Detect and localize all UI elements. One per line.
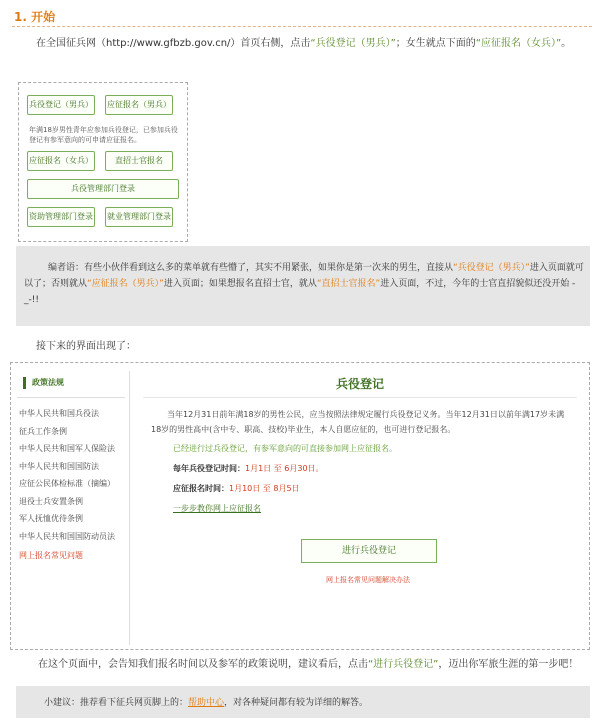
comment-text-b: 进入页面就可以了；否则就从: [24, 263, 584, 289]
register-period: [173, 463, 324, 474]
intro-paragraph: [12, 34, 592, 54]
employment-login-button[interactable]: 就业管理部门登录: [105, 207, 173, 227]
help-center-link[interactable]: 帮助中心: [188, 698, 225, 708]
section-title: 1. 开始: [14, 10, 56, 24]
sidebar-title: 政策法规: [23, 377, 64, 389]
bottom-link-register: “进行兵役登记”: [368, 659, 439, 670]
bottom-text-b: ，迈出你军旅生涯的第一步吧！: [438, 659, 579, 670]
apply-male-button[interactable]: 应征报名（男兵）: [105, 95, 173, 115]
editor-comment: [24, 260, 584, 308]
apply-period-value: 1月10日 至 8月5日: [229, 484, 300, 493]
policy-sidebar: [17, 371, 130, 645]
register-page-screenshot: [10, 362, 590, 650]
apply-period-label: 应征报名时间：: [173, 484, 229, 493]
tip-text: [44, 695, 368, 708]
intro-url: http://www.gfbzb.gov.cn/: [106, 38, 231, 49]
sidebar-item-soldier-insurance-law[interactable]: 中华人民共和国军人保险法: [19, 444, 115, 453]
do-register-button[interactable]: 进行兵役登记: [301, 539, 437, 563]
bottom-text-a: 在这个页面中，会告知我们报名时间以及参军的政策说明，建议看后，点击: [38, 659, 368, 670]
intro-text-a: 在全国征兵网（: [36, 38, 106, 49]
sidebar-divider: [17, 397, 125, 398]
intro-link-register: “兵役登记（男兵）”: [310, 38, 396, 49]
apply-period: [173, 483, 300, 494]
intro-text-b: ）首页右侧，点击: [230, 38, 311, 49]
sidebar-item-pension-regulations[interactable]: 军人抚恤优待条例: [19, 514, 83, 523]
register-main-panel: [137, 369, 583, 645]
intro-text-c: ；女生就点下面的: [395, 38, 476, 49]
bottom-paragraph: [14, 656, 594, 674]
sidebar-item-veteran-placement[interactable]: 退役士兵安置条例: [19, 496, 83, 506]
faq-solution-link[interactable]: 网上报名常见问题解决办法: [326, 576, 410, 584]
menu-screenshot: [18, 82, 188, 242]
admin-login-button[interactable]: 兵役管理部门登录: [27, 179, 179, 199]
title-divider: [12, 26, 592, 27]
comment-text-c: 进入页面；如果想报名直招士官，就从: [163, 279, 317, 289]
next-text: 接下来的界面出现了：: [36, 341, 136, 352]
comment-link-sergeant: “直招士官报名”: [316, 279, 381, 289]
sidebar-item-military-service-law[interactable]: 中华人民共和国兵役法: [19, 409, 99, 418]
register-title-divider: [143, 397, 577, 398]
intro-text-d: 。: [561, 38, 572, 49]
register-title: 兵役登记: [335, 377, 384, 391]
tip-text-a: 小建议：推荐看下征兵网页脚上的：: [44, 698, 189, 708]
comment-text-a: 编者语：有些小伙伴看到这么多的菜单就有些懵了，其实不用紧张，如果你是第一次来的男生，直接从: [48, 263, 454, 273]
register-description: 当年12月31日前年满18岁的男性公民，应当按照法律规定履行兵役登记义务。当年12月31日以前年满17岁未满18岁的男性高中(含中专、职高、技校)毕业生，本人自愿应征的，也可进行登记报名。: [151, 410, 565, 434]
apply-female-button[interactable]: 应征报名（女兵）: [27, 151, 95, 171]
sidebar-item-mobilization-law[interactable]: 中华人民共和国国防动员法: [19, 531, 115, 541]
sidebar-item-faq[interactable]: 网上报名常见问题: [19, 551, 83, 560]
menu-note: 年满18岁男性青年应参加兵役登记，已参加兵役登记有参军意向的可申请应征报名。: [29, 126, 178, 144]
register-period-value: 1月1日 至 6月30日。: [245, 464, 324, 473]
sergeant-apply-button[interactable]: 直招士官报名: [105, 151, 173, 171]
intro-link-female: “应征报名（女兵）”: [475, 38, 562, 49]
aid-login-button[interactable]: 资助管理部门登录: [27, 207, 95, 227]
tip-text-b: ，对各种疑问都有较为详细的解答。: [224, 698, 369, 708]
register-male-button[interactable]: 兵役登记（男兵）: [27, 95, 95, 115]
comment-text-d: 进入页面，不过，今年的士官直招貌似还没开始 -_-!!: [24, 279, 576, 305]
sidebar-item-national-defense-law[interactable]: 中华人民共和国国防法: [19, 461, 99, 471]
register-period-label: 每年兵役登记时间：: [173, 464, 245, 473]
comment-link-register: “兵役登记（男兵）”: [453, 263, 530, 273]
sidebar-item-conscription-regulations[interactable]: 征兵工作条例: [19, 426, 67, 436]
comment-link-apply: “应征报名（男兵）”: [87, 279, 164, 289]
editor-comment-box: [16, 246, 590, 326]
tip-box: [16, 686, 590, 718]
registered-note: 已经进行过兵役登记，有参军意向的可直接参加网上应征报名。: [173, 444, 397, 453]
sidebar-item-physical-exam-standard[interactable]: 应征公民体检标准（摘编）: [19, 479, 115, 488]
tutorial-link[interactable]: 一步步教你网上应征报名: [173, 504, 261, 513]
sidebar-list: [19, 405, 129, 565]
